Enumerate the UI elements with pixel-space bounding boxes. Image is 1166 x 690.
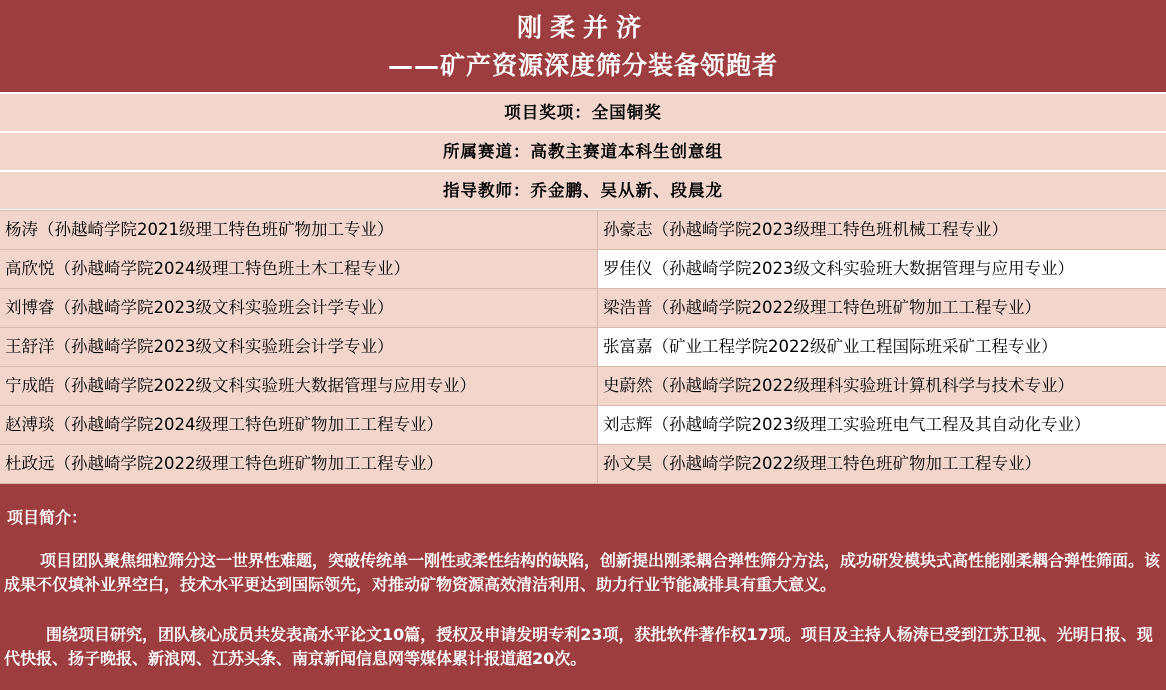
table-row [0, 211, 1166, 250]
table-row [0, 445, 1166, 484]
advisor-row [0, 171, 1166, 209]
table-row [0, 250, 1166, 289]
member-cell: 宁成皓（孙越崎学院2022级文科实验班大数据管理与应用专业） [0, 367, 598, 406]
award-row [0, 93, 1166, 131]
member-cell: 罗佳仪（孙越崎学院2023级文科实验班大数据管理与应用专业） [598, 250, 1166, 289]
page-title: 刚柔并济 [516, 13, 649, 42]
intro-paragraph: 项目团队聚焦细粒筛分这一世界性难题，突破传统单一刚性或柔性结构的缺陷，创新提出刚柔耦合弹性筛分方法，成功研发模块式高性能刚柔耦合弹性筛面。该成果不仅填补业界空白，技术水平更达到国际领先，对推动矿物资源高效清洁利用、助力行业节能减排具有重大意义。 [4, 551, 1161, 594]
member-cell: 高欣悦（孙越崎学院2024级理工特色班土木工程专业） [0, 250, 598, 289]
advisor-value: 乔金鹏、吴从新、段晨龙 [530, 181, 723, 200]
page-subtitle: ——矿产资源深度筛分装备领跑者 [387, 51, 778, 80]
member-cell: 孙豪志（孙越崎学院2023级理工特色班机械工程专业） [598, 211, 1166, 250]
header-banner [0, 0, 1166, 92]
member-cell: 王舒洋（孙越崎学院2023级文科实验班会计学专业） [0, 328, 598, 367]
member-cell: 史蔚然（孙越崎学院2022级理科实验班计算机科学与技术专业） [598, 367, 1166, 406]
track-value: 高教主赛道本科生创意组 [530, 142, 723, 161]
table-row [0, 406, 1166, 445]
advisor-label: 指导教师： [443, 181, 531, 200]
table-row [0, 289, 1166, 328]
member-cell: 孙文昊（孙越崎学院2022级理工特色班矿物加工工程专业） [598, 445, 1166, 484]
track-label: 所属赛道： [443, 142, 531, 161]
member-cell: 杜政远（孙越崎学院2022级理工特色班矿物加工工程专业） [0, 445, 598, 484]
member-cell: 梁浩普（孙越崎学院2022级理工特色班矿物加工工程专业） [598, 289, 1166, 328]
member-cell: 张富嘉（矿业工程学院2022级矿业工程国际班采矿工程专业） [598, 328, 1166, 367]
member-cell: 赵溥琰（孙越崎学院2024级理工特色班矿物加工工程专业） [0, 406, 598, 445]
award-value: 全国铜奖 [591, 103, 662, 122]
track-row [0, 132, 1166, 170]
member-cell: 杨涛（孙越崎学院2021级理工特色班矿物加工专业） [0, 211, 598, 250]
member-cell: 刘志辉（孙越崎学院2023级理工实验班电气工程及其自动化专业） [598, 406, 1166, 445]
project-intro [0, 484, 1166, 690]
award-label: 项目奖项： [504, 103, 592, 122]
intro-heading: 项目简介： [7, 508, 88, 527]
member-table [0, 210, 1166, 484]
table-row [0, 367, 1166, 406]
table-row [0, 328, 1166, 367]
intro-paragraph: 围绕项目研究，团队核心成员共发表高水平论文10篇，授权及申请发明专利23项，获批软件著作权17项。项目及主持人杨涛已受到江苏卫视、光明日报、现代快报、扬子晚报、新浪网、江苏头条、南京新闻信息网等媒体累计报道超20次。 [4, 625, 1153, 668]
member-cell: 刘博睿（孙越崎学院2023级文科实验班会计学专业） [0, 289, 598, 328]
